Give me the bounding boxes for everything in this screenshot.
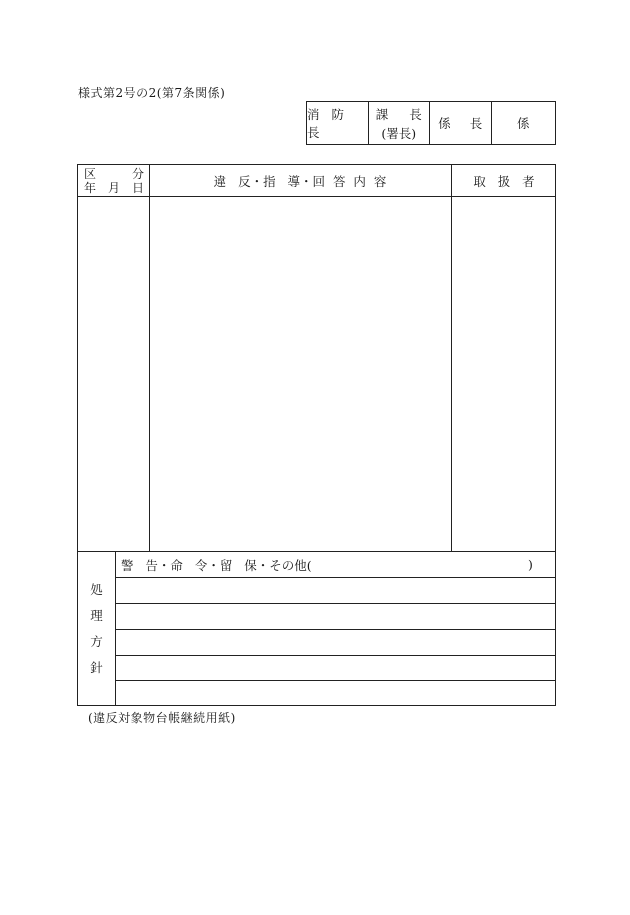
staff-cell	[492, 102, 555, 144]
policy-row-line	[115, 655, 555, 656]
approval-stamp-table	[306, 101, 556, 145]
policy-label-char: 方	[90, 633, 103, 649]
policy-row-line	[115, 629, 555, 630]
violation-record-table	[77, 164, 556, 706]
month-label: 月	[107, 181, 120, 195]
subsection-chief-cell	[430, 102, 492, 144]
footer-note: (違反対象物台帳継続用紙)	[88, 711, 236, 725]
section-chief-cell	[369, 102, 431, 144]
fire-chief-cell	[307, 102, 369, 144]
policy-label-char: 理	[90, 607, 103, 623]
policy-label-char: 処	[90, 581, 103, 597]
policy-row-line	[115, 603, 555, 604]
subsection-chief-label-1: 係	[438, 116, 451, 131]
policy-label	[78, 551, 115, 706]
form-number: 様式第2号の2(第7条関係)	[78, 86, 226, 100]
policy-options-line: 警 告・命 令・留 保・その他(	[121, 557, 312, 573]
policy-row-line	[115, 577, 555, 578]
handler-column-divider	[451, 165, 452, 551]
category-date-header	[84, 167, 144, 195]
staff-label: 係	[516, 116, 530, 131]
category-label-2: 分	[131, 167, 144, 181]
subsection-chief-label-2: 長	[469, 116, 483, 131]
category-column-divider	[149, 165, 150, 551]
handler-header: 取 扱 者	[473, 173, 535, 189]
day-label: 日	[131, 181, 144, 195]
policy-label-divider	[115, 551, 116, 705]
policy-close-paren: )	[528, 557, 533, 572]
category-label-1: 区	[84, 167, 97, 181]
year-label: 年	[84, 181, 97, 195]
section-chief-label-1: 課	[375, 106, 389, 122]
content-header: 違 反・指 導・回 答 内 容	[213, 173, 387, 189]
section-chief-label-2: 長	[409, 106, 422, 122]
station-chief-label: (署長)	[381, 125, 417, 141]
fire-chief-label: 消 防 長	[307, 107, 348, 140]
policy-label-char: 針	[90, 659, 103, 675]
policy-row-line	[115, 680, 555, 681]
